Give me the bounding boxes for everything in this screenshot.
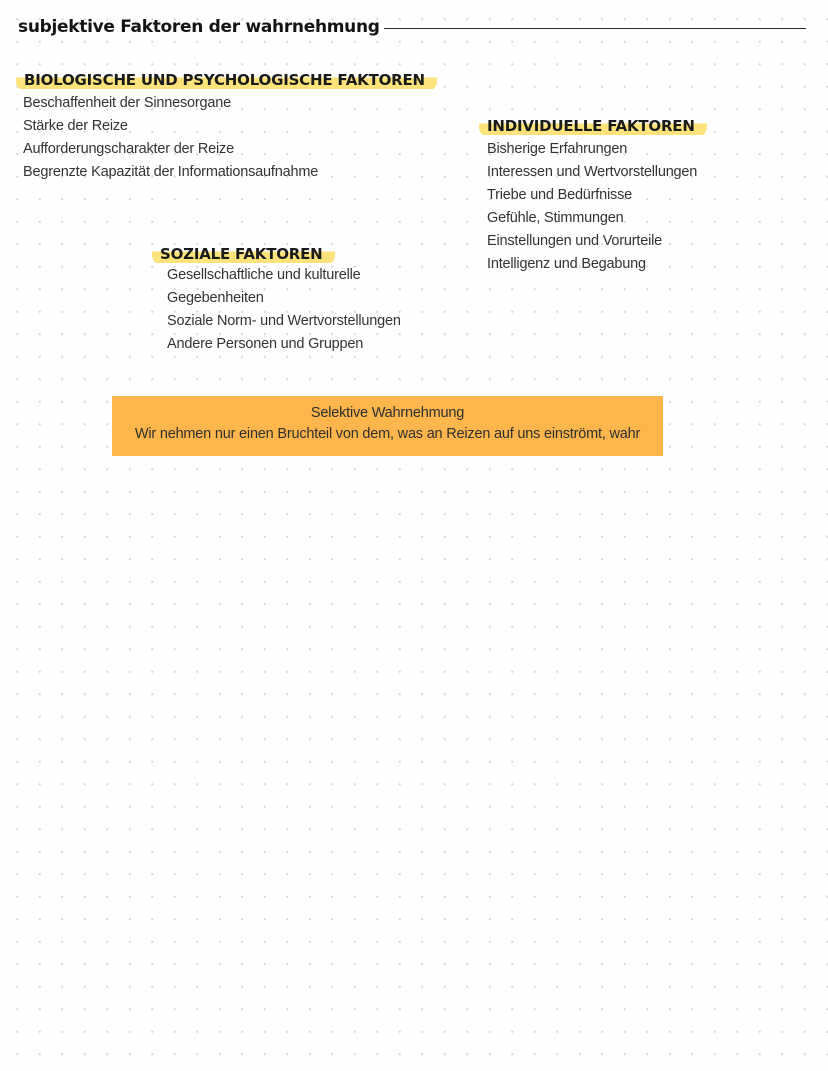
selective-perception-callout: [112, 396, 663, 456]
list-item: Bisherige Erfahrungen: [487, 141, 628, 157]
list-item: Intelligenz und Begabung: [487, 256, 646, 272]
list-item: Gegebenheiten: [167, 290, 264, 306]
item-list-biological: [23, 92, 437, 184]
list-item: Interessen und Wertvorstellungen: [487, 164, 698, 180]
section-heading-individual: INDIVIDUELLE FAKTOREN: [479, 115, 707, 137]
list-item: Gesellschaftliche und kulturelle: [167, 267, 361, 283]
section-social: [152, 243, 401, 356]
list-item: Einstellungen und Vorurteile: [487, 233, 662, 249]
title-divider: [384, 28, 806, 29]
page-title: subjektive Faktoren der wahrnehmung: [18, 17, 380, 37]
list-item: Triebe und Bedürfnisse: [487, 187, 632, 203]
list-item: Gefühle, Stimmungen: [487, 210, 624, 226]
title-row: [18, 14, 806, 40]
item-list-social: [167, 264, 401, 356]
section-biological-psychological: [16, 69, 437, 184]
list-item: Stärke der Reize: [23, 118, 128, 134]
list-item: Soziale Norm- und Wertvorstellungen: [167, 313, 401, 329]
list-item: Andere Personen und Gruppen: [167, 336, 364, 352]
list-item: Beschaffenheit der Sinnesorgane: [23, 95, 231, 111]
list-item: Aufforderungscharakter der Reize: [23, 141, 234, 157]
section-heading-biological: BIOLOGISCHE UND PSYCHOLOGISCHE FAKTOREN: [16, 69, 437, 91]
list-item: Begrenzte Kapazität der Informationsaufnahme: [23, 164, 319, 180]
section-heading-social: SOZIALE FAKTOREN: [152, 243, 335, 265]
section-individual: [479, 115, 707, 276]
item-list-individual: [487, 138, 707, 276]
callout-title: Selektive Wahrnehmung: [310, 405, 465, 421]
callout-text: Wir nehmen nur einen Bruchteil von dem, was an Reizen auf uns einströmt, wahr: [134, 426, 641, 442]
